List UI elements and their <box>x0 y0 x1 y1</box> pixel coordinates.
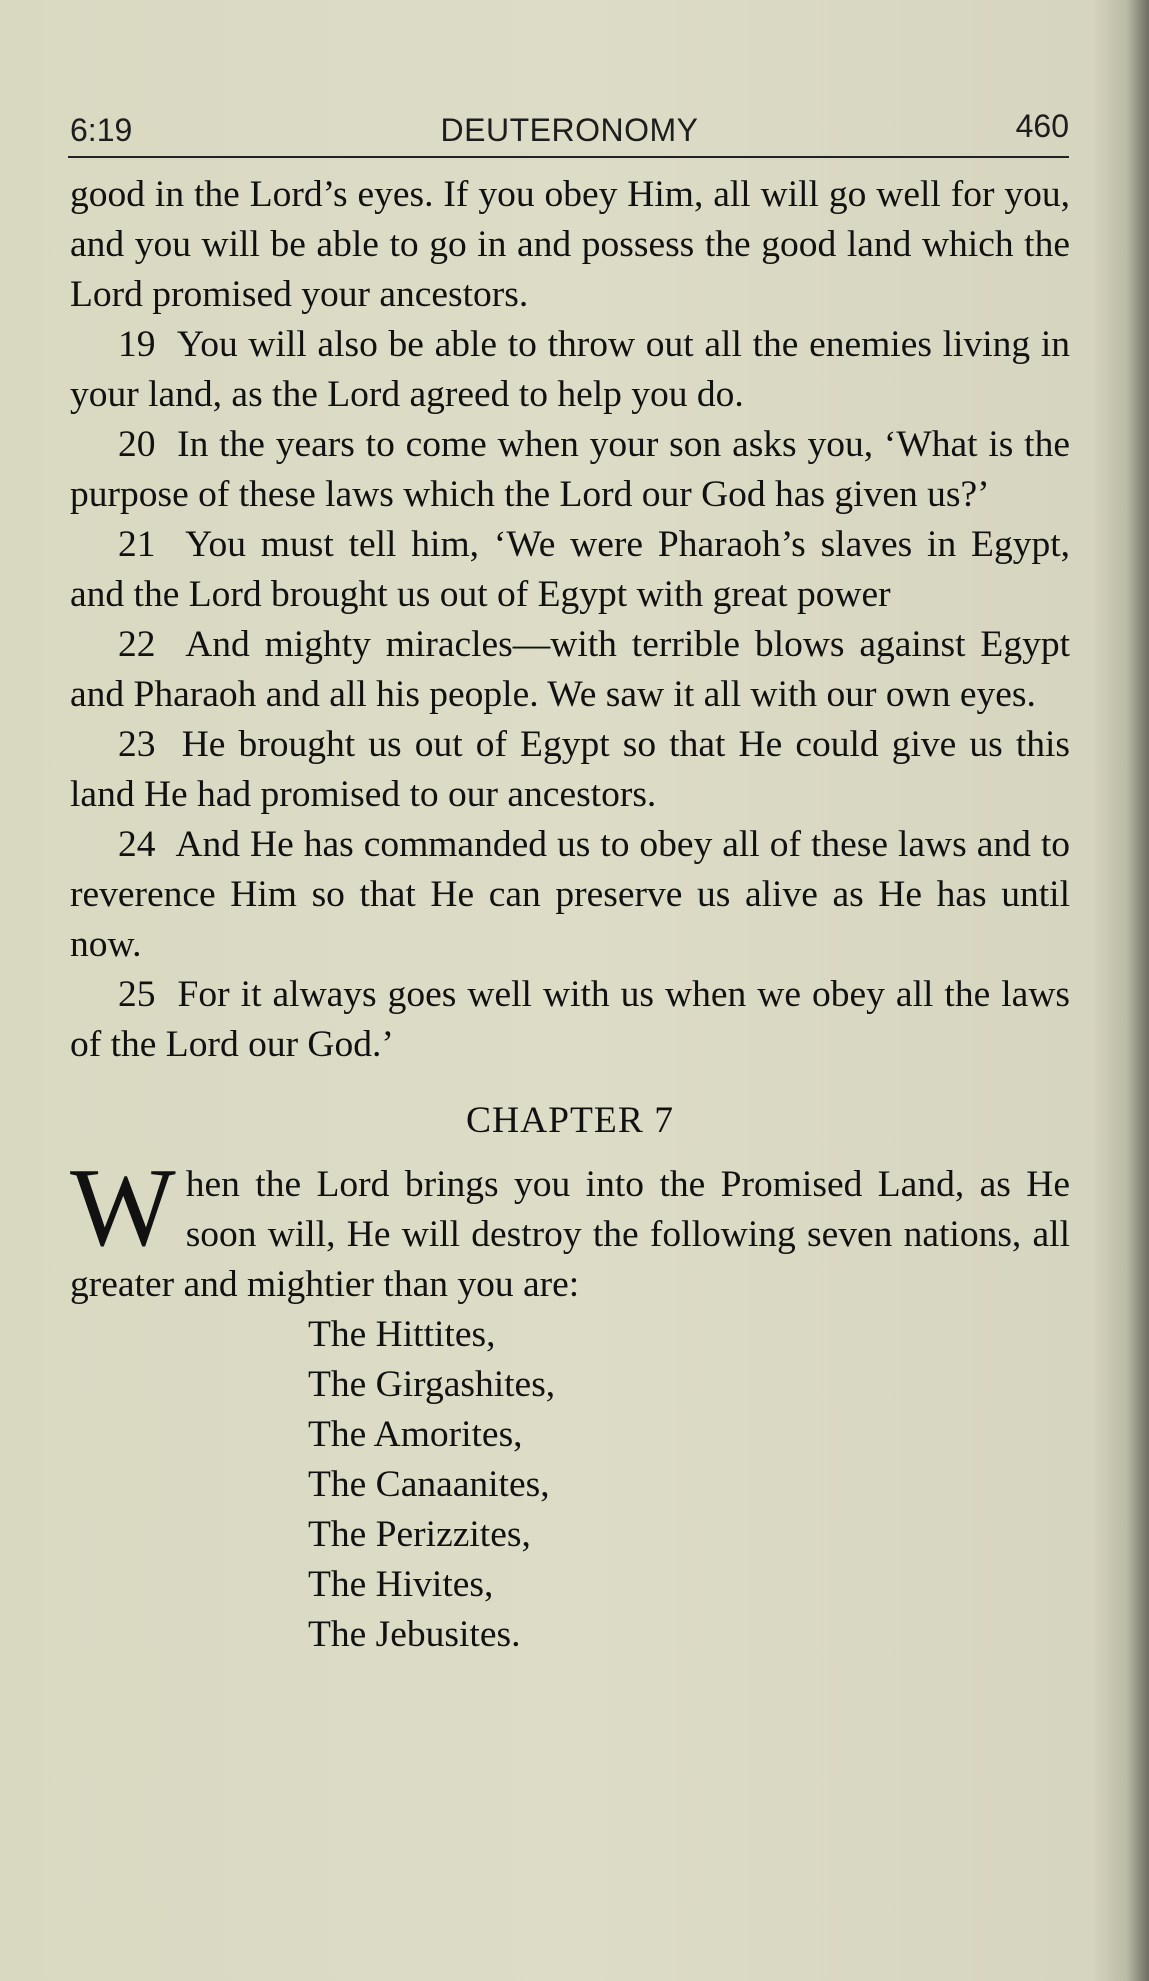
verse-text: And He has commanded us to obey all of these laws and to reverence Him so that He can preserve us alive as He has until now. <box>70 824 1071 965</box>
continued-paragraph: good in the Lord’s eyes. If you obey Him, all will go well for you, and you will be able to go in and possess the good land which the Lord promised your ancestors. <box>70 174 1070 315</box>
verse-number: 22 <box>118 624 156 665</box>
verse-number: 20 <box>118 424 156 465</box>
list-item: The Amorites, <box>308 1414 523 1455</box>
verse-number: 19 <box>118 324 156 365</box>
drop-cap: W <box>70 1146 176 1270</box>
list-item: The Canaanites, <box>308 1464 550 1505</box>
page-number: 460 <box>1015 108 1069 144</box>
chapter-opening-paragraph <box>70 1146 1070 1310</box>
nations-list <box>70 1310 1070 1660</box>
verse-22 <box>70 620 1070 720</box>
verse-number: 23 <box>118 724 156 765</box>
verse-19 <box>70 320 1070 420</box>
list-item: The Jebusites. <box>308 1614 521 1655</box>
verse-number: 21 <box>118 524 156 565</box>
verse-number: 25 <box>118 974 156 1015</box>
verse-24 <box>70 820 1070 970</box>
list-item: The Girgashites, <box>308 1364 556 1405</box>
book-title: DEUTERONOMY <box>440 112 699 148</box>
list-item: The Hivites, <box>308 1564 494 1605</box>
running-header <box>70 108 1069 154</box>
verse-text: You must tell him, ‘We were Pharaoh’s slaves in Egypt, and the Lord brought us out of Egypt with great power <box>70 524 1070 615</box>
list-item: The Perizzites, <box>308 1514 531 1555</box>
list-item: The Hittites, <box>308 1314 496 1355</box>
opening-text: hen the Lord brings you into the Promised Land, as He soon will, He will destroy the following seven nations, all greater and mightier than you are: <box>70 1164 1070 1305</box>
page-edge-shadow <box>1127 0 1149 1981</box>
verse-21 <box>70 520 1070 620</box>
verse-text: For it always goes well with us when we obey all the laws of the Lord our God.’ <box>70 974 1071 1065</box>
verse-text: He brought us out of Egypt so that He could give us this land He had promised to our ancestors. <box>70 724 1070 815</box>
verse-23 <box>70 720 1070 820</box>
header-rule <box>68 156 1069 158</box>
verse-text: You will also be able to throw out all the enemies living in your land, as the Lord agreed to help you do. <box>70 324 1070 415</box>
verse-25 <box>70 970 1070 1070</box>
verse-text: In the years to come when your son asks you, ‘What is the purpose of these laws which the Lord our God has given us?’ <box>70 424 1070 515</box>
verse-20 <box>70 420 1070 520</box>
chapter-verse-reference: 6:19 <box>70 112 133 148</box>
verse-number: 24 <box>118 824 156 865</box>
verse-text: And mighty miracles—with terrible blows against Egypt and Pharaoh and all his people. We saw it all with our own eyes. <box>70 624 1070 715</box>
chapter-heading: CHAPTER 7 <box>466 1100 674 1141</box>
page-body <box>70 170 1070 1660</box>
